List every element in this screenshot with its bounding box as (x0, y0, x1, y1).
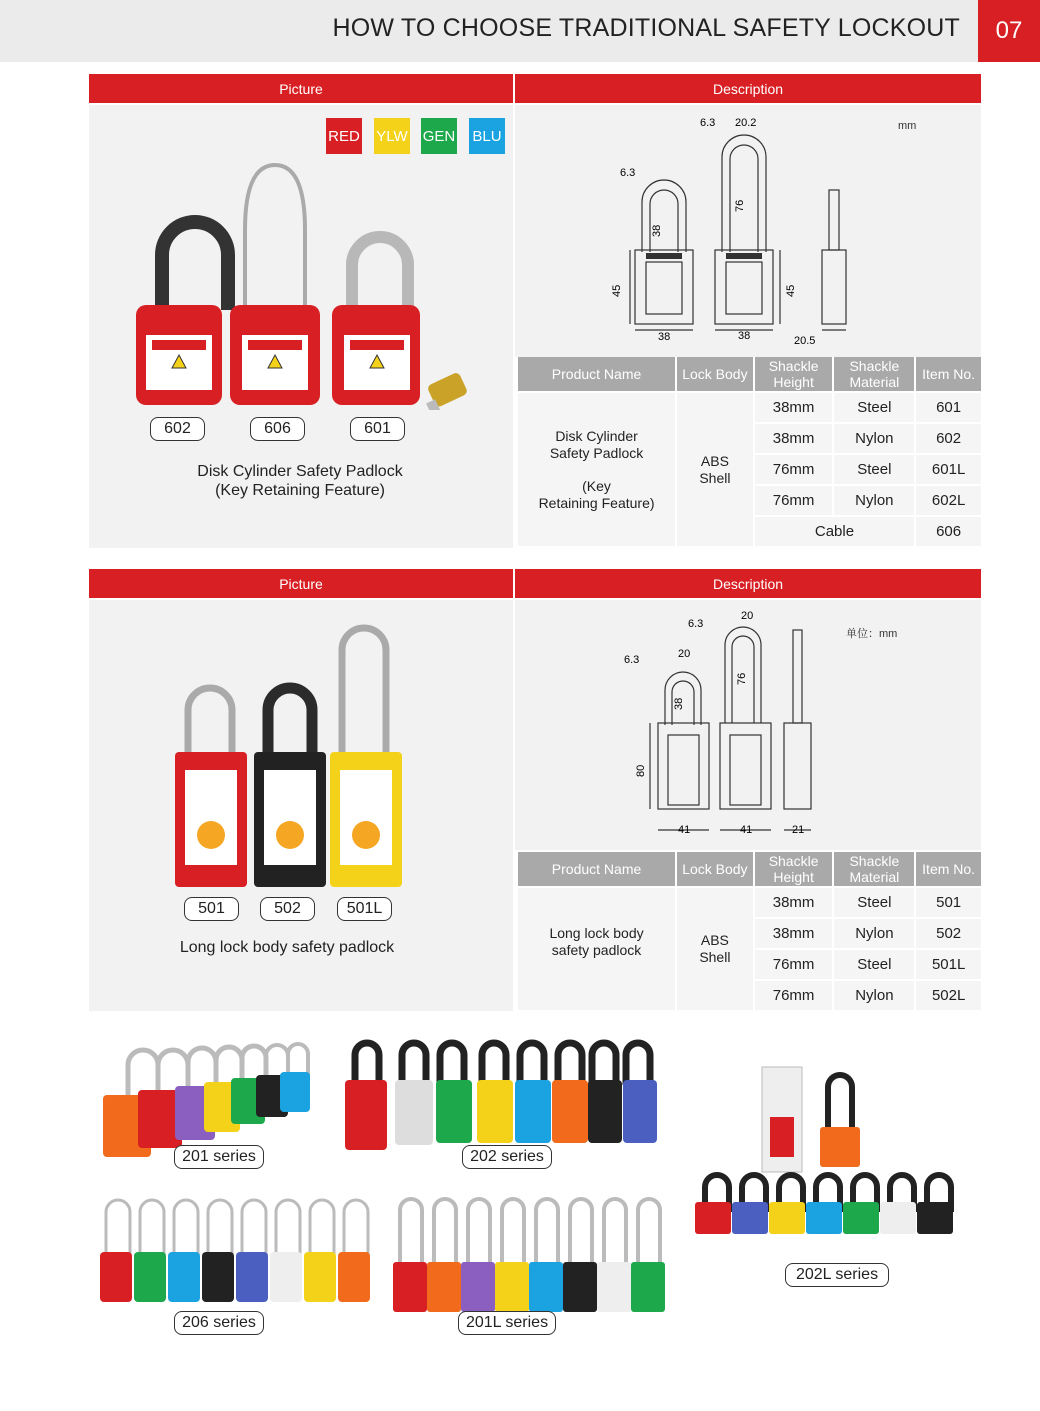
series-label-201l: 201L series (458, 1311, 556, 1335)
series-206-image (98, 1192, 373, 1327)
height-cell: 76mm (755, 981, 833, 1010)
item-cell: 602 (916, 424, 981, 453)
height-cell: 38mm (755, 888, 833, 917)
height-cell: 76mm (755, 950, 833, 979)
svg-text:38: 38 (658, 331, 671, 343)
picture-header-2: Picture (89, 569, 513, 598)
col-shackle-material: Shackle Material (834, 357, 914, 391)
svg-text:6.3: 6.3 (624, 654, 640, 666)
color-tag-red: RED (326, 118, 362, 154)
series-label-201: 201 series (174, 1145, 264, 1169)
col-shackle-material: Shackle Material (834, 852, 914, 886)
series-201l-image (390, 1190, 668, 1320)
svg-text:20.5: 20.5 (794, 335, 816, 347)
svg-text:80: 80 (635, 764, 647, 777)
series-label-206: 206 series (174, 1311, 264, 1335)
col-lock-body: Lock Body (677, 357, 753, 391)
diagram-unit: mm (898, 120, 917, 132)
dimension-diagram (600, 112, 930, 357)
description-header: Description (515, 74, 981, 103)
model-label-606: 606 (250, 417, 305, 441)
material-cell: Nylon (834, 424, 914, 453)
svg-text:21: 21 (792, 824, 805, 836)
svg-text:6.3: 6.3 (700, 117, 716, 129)
item-cell: 601L (916, 455, 981, 484)
series-202l-image (690, 1062, 980, 1262)
model-label-601: 601 (350, 417, 405, 441)
item-cell: 502 (916, 919, 981, 948)
material-cell: Steel (834, 888, 914, 917)
spec-table-2 (516, 850, 983, 1012)
model-label-602: 602 (150, 417, 205, 441)
long-padlock-image (170, 620, 410, 890)
height-cell: 38mm (755, 424, 833, 453)
product-caption-2: Long lock body safety padlock (179, 939, 395, 956)
svg-text:45: 45 (611, 284, 623, 297)
col-shackle-height: Shackle Height (755, 357, 833, 391)
item-cell: 501L (916, 950, 981, 979)
material-cell: Nylon (834, 486, 914, 515)
product-caption-line2: (Key Retaining Feature) (215, 482, 385, 499)
series-201-image (98, 1030, 328, 1160)
svg-text:76: 76 (734, 199, 746, 212)
svg-text:20: 20 (678, 648, 691, 660)
color-tag-yellow: YLW (374, 118, 410, 154)
spec-table-1 (516, 355, 983, 548)
svg-text:38: 38 (651, 224, 663, 237)
padlock-product-image (120, 160, 480, 410)
model-label-501l: 501L (337, 897, 392, 921)
item-cell: 501 (916, 888, 981, 917)
height-cell: 76mm (755, 486, 833, 515)
svg-text:76: 76 (736, 672, 748, 685)
model-label-502: 502 (260, 897, 315, 921)
svg-text:20: 20 (741, 610, 754, 622)
col-product-name: Product Name (518, 852, 675, 886)
col-shackle-height: Shackle Height (755, 852, 833, 886)
item-cell: 602L (916, 486, 981, 515)
series-label-202l: 202L series (785, 1263, 889, 1287)
lock-body-cell: ABS Shell (677, 393, 753, 546)
item-cell: 601 (916, 393, 981, 422)
color-tag-blue: BLU (469, 118, 505, 154)
svg-text:6.3: 6.3 (688, 618, 704, 630)
height-cell: 38mm (755, 393, 833, 422)
series-202-image (340, 1035, 665, 1155)
description-header-2: Description (515, 569, 981, 598)
product-name-cell: Long lock body safety padlock (518, 888, 675, 1010)
product-name-cell: Disk Cylinder Safety Padlock (Key Retaining Feature) (518, 393, 675, 546)
lock-body-cell: ABS Shell (677, 888, 753, 1010)
item-cell: 502L (916, 981, 981, 1010)
cable-cell: Cable (755, 517, 915, 546)
dimension-diagram-2 (610, 605, 850, 845)
series-label-202: 202 series (462, 1145, 552, 1169)
material-cell: Nylon (834, 919, 914, 948)
page-number: 07 (978, 0, 1040, 62)
material-cell: Nylon (834, 981, 914, 1010)
diagram-unit-2: 单位：mm (846, 628, 898, 640)
col-item-no: Item No. (916, 852, 981, 886)
model-label-501: 501 (184, 897, 239, 921)
product-caption-line1: Disk Cylinder Safety Padlock (197, 463, 403, 480)
material-cell: Steel (834, 950, 914, 979)
svg-text:41: 41 (740, 824, 753, 836)
height-cell: 76mm (755, 455, 833, 484)
material-cell: Steel (834, 393, 914, 422)
item-cell: 606 (916, 517, 981, 546)
svg-text:6.3: 6.3 (620, 167, 636, 179)
color-tag-green: GEN (421, 118, 457, 154)
col-lock-body: Lock Body (677, 852, 753, 886)
col-item-no: Item No. (916, 357, 981, 391)
svg-text:38: 38 (738, 330, 751, 342)
svg-text:45: 45 (785, 284, 797, 297)
material-cell: Steel (834, 455, 914, 484)
picture-header: Picture (89, 74, 513, 103)
svg-text:41: 41 (678, 824, 691, 836)
svg-text:38: 38 (673, 697, 685, 710)
height-cell: 38mm (755, 919, 833, 948)
page-title: HOW TO CHOOSE TRADITIONAL SAFETY LOCKOUT (332, 14, 960, 42)
col-product-name: Product Name (518, 357, 675, 391)
svg-text:20.2: 20.2 (735, 117, 757, 129)
